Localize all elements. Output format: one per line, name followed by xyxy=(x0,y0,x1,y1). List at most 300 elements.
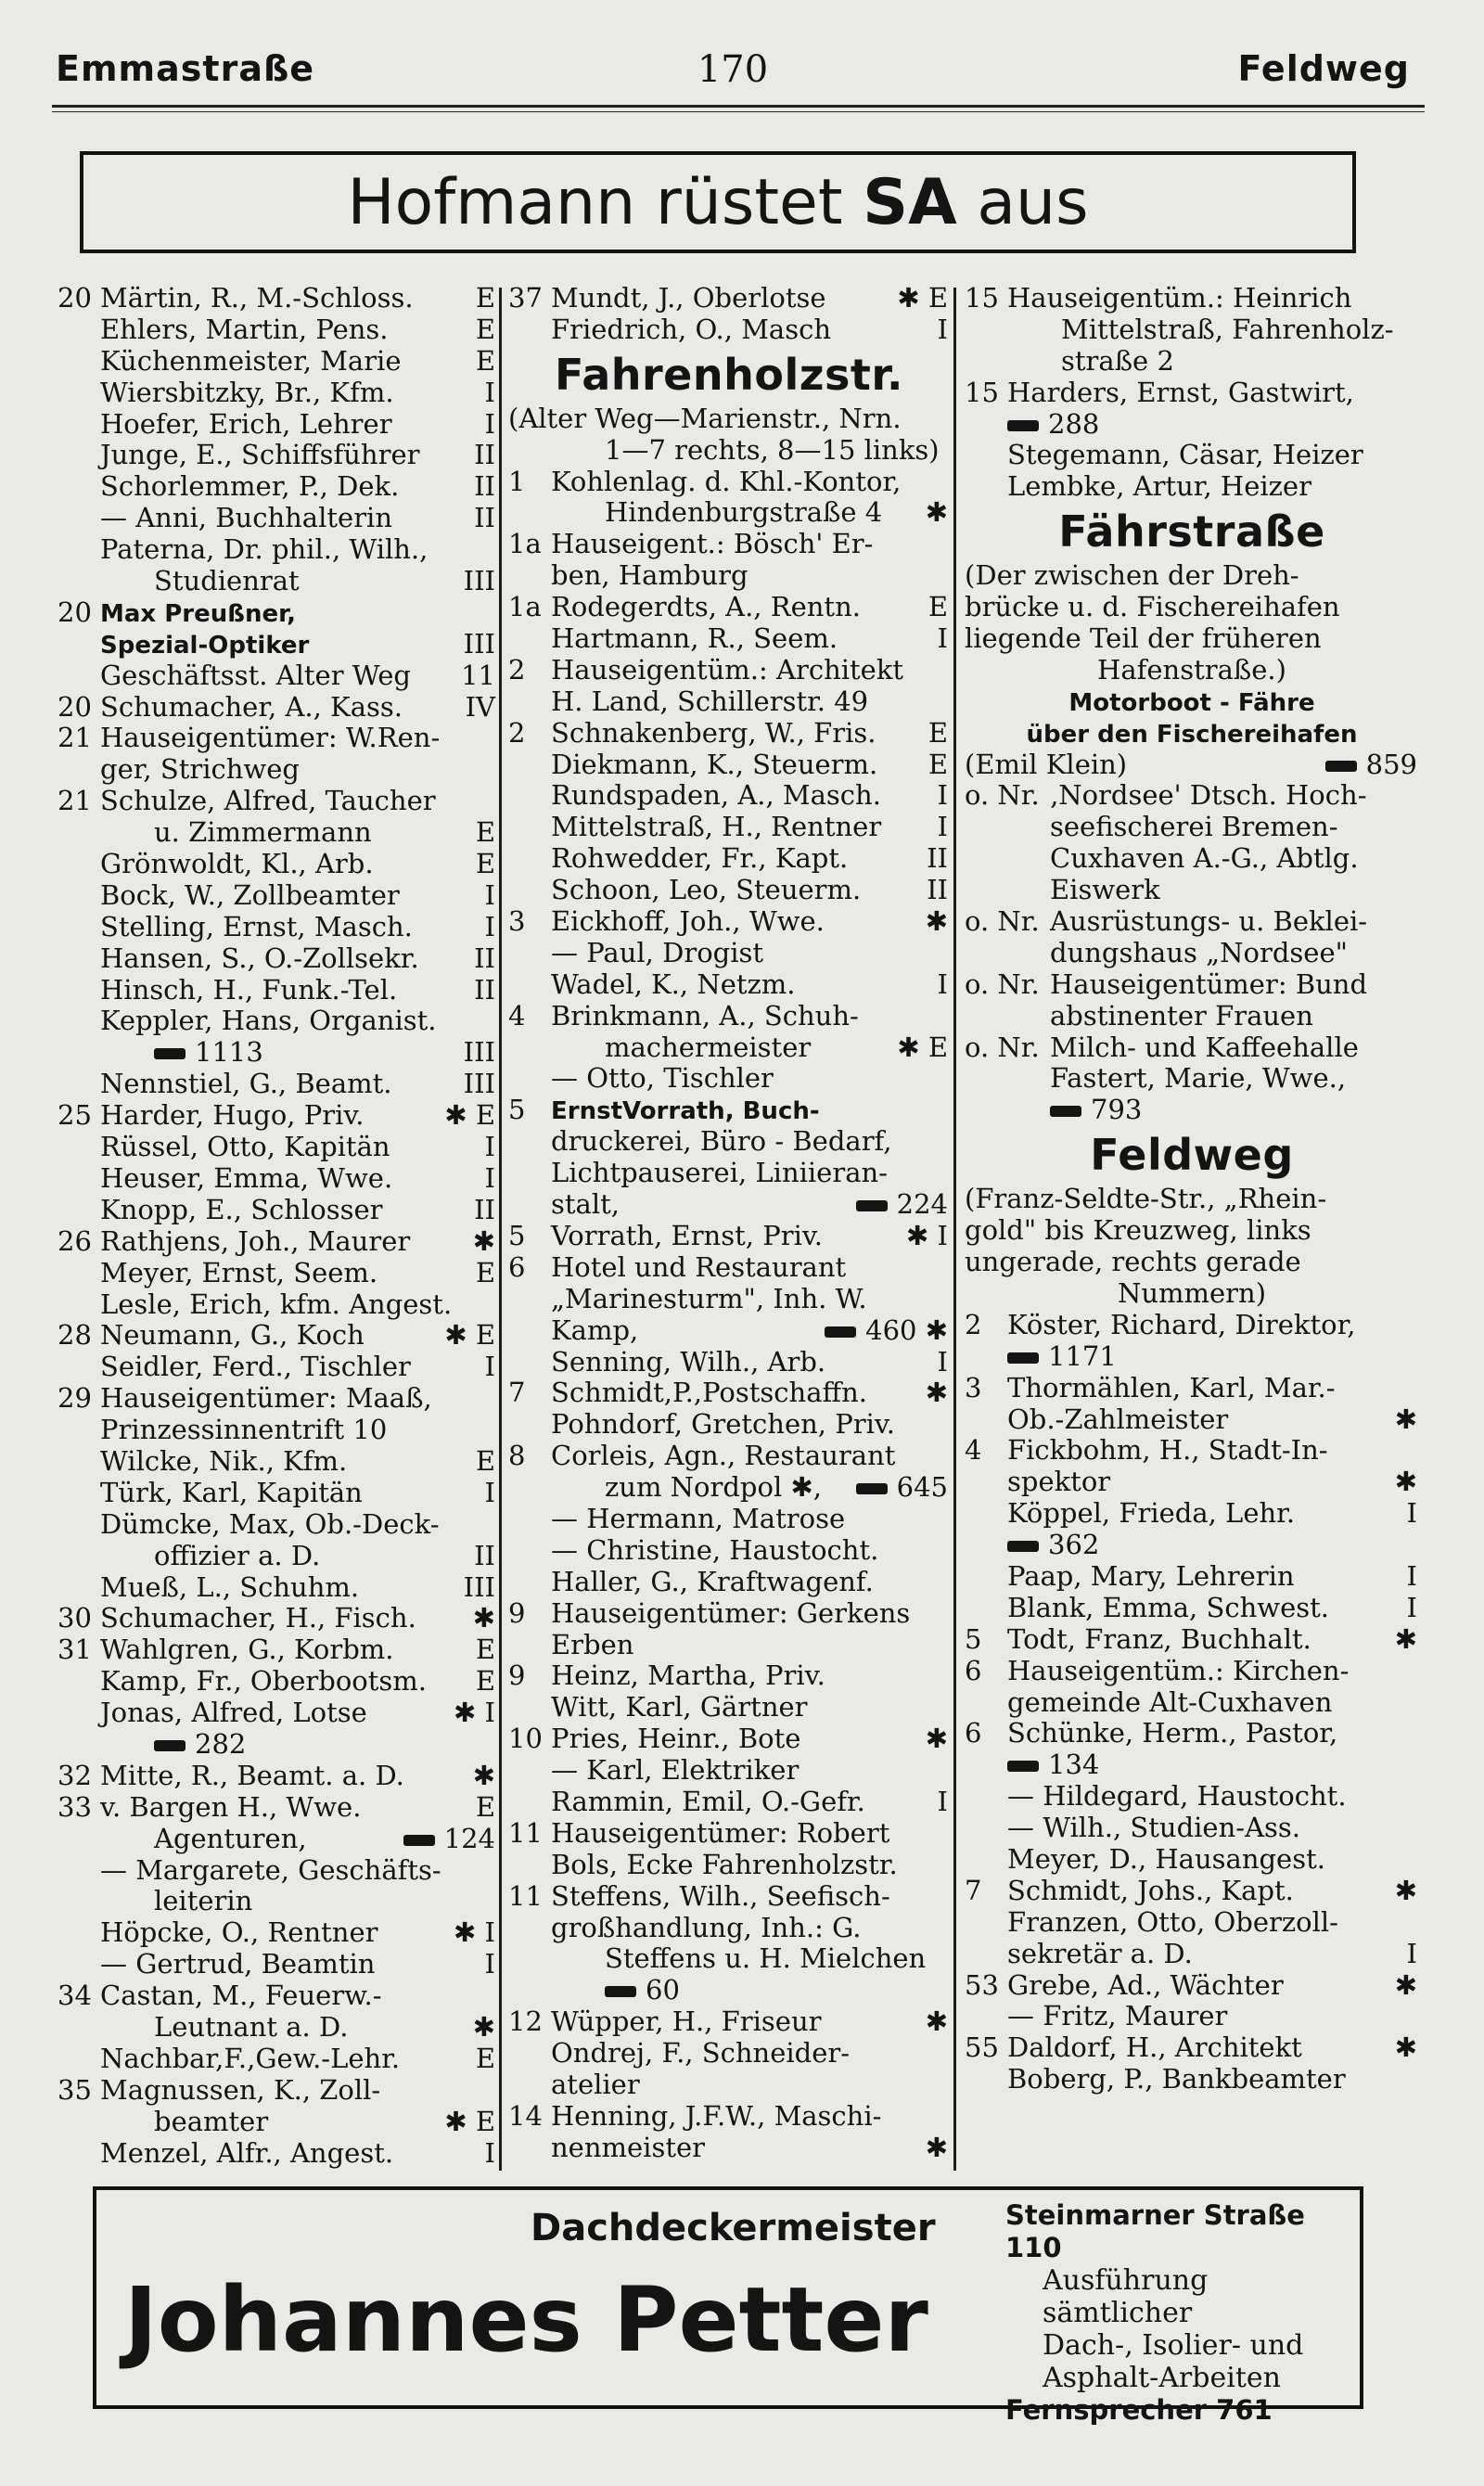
entry-text: Erben xyxy=(551,1629,634,1660)
column-divider-2 xyxy=(953,288,956,2171)
entry-text: Franzen, Otto, Oberzoll- xyxy=(1007,1906,1338,1938)
directory-entry xyxy=(58,817,497,849)
entry-text: Blank, Emma, Schwest. xyxy=(1007,1592,1329,1623)
suffix-text: III xyxy=(463,1037,495,1069)
directory-entry xyxy=(508,655,950,686)
suffix-text: ✱ I xyxy=(454,1698,495,1729)
directory-entry xyxy=(508,1787,950,1818)
directory-entry xyxy=(58,1226,497,1258)
directory-entry xyxy=(508,1598,950,1630)
directory-entry xyxy=(508,1378,950,1409)
entry-text: Lembke, Artur, Heizer xyxy=(1007,471,1311,503)
directory-entry xyxy=(508,1441,950,1472)
entry-suffix xyxy=(1407,1561,1417,1593)
directory-entry xyxy=(965,718,1419,750)
directory-entry xyxy=(508,1409,950,1441)
entry-text: Max Preußner, xyxy=(100,599,296,628)
directory-entry xyxy=(965,1687,1419,1719)
directory-entry xyxy=(965,1215,1419,1247)
entry-text: Harder, Hugo, Priv. xyxy=(100,1100,365,1132)
house-number: 31 xyxy=(58,1634,92,1666)
suffix-text: I xyxy=(937,1786,948,1817)
directory-entry xyxy=(965,1498,1419,1530)
suffix-text: 224 xyxy=(896,1189,948,1221)
telephone-icon xyxy=(403,1835,435,1846)
entry-suffix xyxy=(476,346,495,378)
directory-entry xyxy=(58,692,497,724)
entry-suffix xyxy=(473,1761,495,1792)
entry-text: Schorlemmer, P., Dek. xyxy=(100,471,400,503)
entry-suffix xyxy=(476,1792,495,1824)
directory-entry xyxy=(965,1310,1419,1341)
suffix-text: I xyxy=(937,968,948,1000)
house-number: 20 xyxy=(58,596,92,628)
directory-entry xyxy=(58,1698,497,1729)
entry-text: Bock, W., Zollbeamter xyxy=(100,879,400,911)
directory-entry xyxy=(508,623,950,655)
entry-suffix xyxy=(1395,2032,1417,2064)
entry-text: Daldorf, H., Architekt xyxy=(1007,2032,1302,2064)
entry-text: Fastert, Marie, Wwe., xyxy=(1050,1063,1347,1095)
column-2 xyxy=(508,283,950,2164)
entry-text: Hauseigentümer: Robert xyxy=(551,1817,890,1849)
directory-entry xyxy=(58,1855,497,1887)
house-number: 8 xyxy=(508,1441,526,1472)
house-number: 3 xyxy=(508,906,526,938)
entry-suffix xyxy=(403,1824,495,1855)
suffix-text: I xyxy=(484,377,495,408)
directory-entry xyxy=(58,2075,497,2107)
suffix-text: 460 ✱ xyxy=(865,1314,948,1346)
entry-text: Corleis, Agn., Restaurant xyxy=(551,1441,896,1472)
entry-suffix xyxy=(485,1163,495,1195)
house-number: o. Nr. xyxy=(965,906,1040,938)
entry-text: Nennstiel, G., Beamt. xyxy=(100,1069,392,1100)
suffix-text: I xyxy=(484,1132,495,1163)
entry-text: Mueß, L., Schuhm. xyxy=(100,1571,360,1603)
house-number: 15 xyxy=(965,283,999,314)
suffix-text: II xyxy=(474,942,495,974)
bottom-advertisement xyxy=(93,2186,1363,2426)
suffix-text: E xyxy=(928,592,948,623)
directory-entry xyxy=(508,750,950,781)
entry-text: Mitte, R., Beamt. a. D. xyxy=(100,1760,404,1791)
entry-text: Jonas, Alfred, Lotse xyxy=(100,1698,367,1729)
directory-entry xyxy=(965,1247,1419,1278)
entry-suffix xyxy=(473,1226,495,1258)
house-number: o. Nr. xyxy=(965,968,1040,1000)
directory-entry xyxy=(965,1939,1419,1970)
telephone-icon xyxy=(1007,1352,1039,1364)
directory-entry xyxy=(58,1603,497,1634)
directory-entry xyxy=(58,1069,497,1100)
telephone-icon xyxy=(1325,761,1357,772)
entry-suffix xyxy=(856,1472,948,1504)
directory-entry xyxy=(508,780,950,812)
directory-entry xyxy=(58,440,497,471)
house-number: 55 xyxy=(965,2032,999,2064)
suffix-text: E xyxy=(475,1791,495,1823)
entry-text: ‚Nordsee' Dtsch. Hoch- xyxy=(1050,780,1367,812)
entry-suffix xyxy=(476,817,495,849)
directory-entry xyxy=(58,880,497,912)
entry-text: Vorrath, Ernst, Priv. xyxy=(551,1220,824,1251)
house-number: 2 xyxy=(508,654,526,686)
entry-suffix xyxy=(926,1378,948,1409)
suffix-text: I xyxy=(937,780,948,812)
entry-suffix xyxy=(485,2138,495,2170)
suffix-text: ✱ xyxy=(925,906,948,938)
page-number: 170 xyxy=(697,48,769,91)
directory-entry xyxy=(965,1781,1419,1813)
house-number: 6 xyxy=(965,1655,982,1686)
directory-entry xyxy=(965,875,1419,906)
ad-company-name: Johannes Petter xyxy=(124,2268,928,2372)
entry-suffix xyxy=(1407,1498,1417,1530)
ad-details xyxy=(1005,2199,1358,2427)
entry-suffix xyxy=(938,1347,948,1378)
directory-entry xyxy=(58,1352,497,1383)
directory-entry xyxy=(508,2006,950,2038)
suffix-text: ✱ xyxy=(472,1760,495,1791)
directory-entry xyxy=(508,1850,950,1881)
suffix-text: ✱ xyxy=(1394,2032,1417,2064)
directory-entry xyxy=(965,1656,1419,1687)
entry-text: Hauseigentüm.: Heinrich xyxy=(1007,283,1352,314)
directory-entry xyxy=(58,346,497,378)
entry-text: Keppler, Hans, Organist. xyxy=(100,1006,437,1037)
telephone-icon xyxy=(856,1200,888,1211)
directory-entry xyxy=(965,623,1419,655)
directory-entry xyxy=(508,1755,950,1787)
directory-entry xyxy=(58,1666,497,1698)
suffix-text: II xyxy=(474,503,495,534)
house-number: 5 xyxy=(965,1623,982,1655)
directory-entry xyxy=(508,1001,950,1032)
entry-suffix xyxy=(825,1315,948,1347)
directory-entry xyxy=(508,1347,950,1378)
entry-text: Ehlers, Martin, Pens. xyxy=(100,314,389,345)
house-number: 1 xyxy=(508,466,526,497)
directory-entry xyxy=(508,1095,950,1126)
entry-suffix xyxy=(897,1032,948,1064)
directory-entry xyxy=(58,1824,497,1855)
suffix-text: I xyxy=(484,1949,495,1980)
directory-entry xyxy=(965,969,1419,1001)
telephone-icon xyxy=(1007,420,1039,431)
telephone-icon xyxy=(825,1326,856,1338)
house-number: 11 xyxy=(508,1880,543,1912)
top-advertisement xyxy=(80,151,1356,253)
entry-suffix xyxy=(928,718,948,750)
telephone-icon xyxy=(605,1986,636,1997)
entry-text: — Gertrud, Beamtin xyxy=(100,1949,376,1980)
ad-line-1: Ausführung sämtlicher xyxy=(1043,2264,1209,2329)
entry-suffix xyxy=(454,1698,495,1729)
entry-text: Grebe, Ad., Wächter xyxy=(1007,1969,1284,2001)
running-header xyxy=(56,48,1410,95)
entry-suffix xyxy=(938,812,948,843)
suffix-text: ✱ xyxy=(472,1603,495,1634)
house-number: 4 xyxy=(508,1000,526,1032)
house-number: 6 xyxy=(965,1718,982,1749)
entry-text: Pries, Heinr., Bote xyxy=(551,1724,801,1755)
entry-text: Neumann, G., Koch xyxy=(100,1320,365,1352)
directory-entry xyxy=(508,2038,950,2070)
directory-entry xyxy=(965,471,1419,503)
directory-entry xyxy=(508,1158,950,1189)
entry-text: Heuser, Emma, Wwe. xyxy=(100,1162,393,1194)
entry-text: Wiersbitzky, Br., Kfm. xyxy=(100,377,394,408)
entry-text: Wüpper, H., Friseur xyxy=(551,2006,822,2038)
directory-entry xyxy=(58,2138,497,2170)
suffix-text: II xyxy=(474,471,495,503)
entry-text: Köppel, Frieda, Lehr. xyxy=(1007,1498,1296,1530)
entry-text: Cuxhaven A.-G., Abtlg. xyxy=(1050,843,1359,875)
header-right-street: Feldweg xyxy=(1237,48,1410,89)
directory-entry xyxy=(508,1660,950,1692)
suffix-text: II xyxy=(474,1540,495,1571)
directory-entry xyxy=(58,471,497,503)
entry-suffix xyxy=(1407,1593,1417,1624)
column-divider-1 xyxy=(499,288,502,2171)
telephone-icon xyxy=(1007,1541,1039,1552)
entry-text: Hauseigentümer: W.Ren- xyxy=(100,723,441,754)
entry-text: Schmidt, Johs., Kapt. xyxy=(1007,1875,1294,1906)
entry-text: Friedrich, O., Masch xyxy=(551,314,831,345)
directory-entry xyxy=(508,1252,950,1284)
directory-entry xyxy=(965,560,1419,592)
directory-entry xyxy=(58,1509,497,1541)
entry-text: Schulze, Alfred, Taucher xyxy=(100,786,436,817)
directory-entry xyxy=(508,560,950,592)
suffix-text: 859 xyxy=(1365,749,1417,780)
entry-suffix xyxy=(473,1603,495,1634)
entry-suffix xyxy=(476,314,495,346)
entry-text: Hotel und Restaurant xyxy=(551,1251,847,1283)
telephone-icon xyxy=(154,1048,186,1059)
suffix-text: E xyxy=(475,283,495,314)
suffix-text: II xyxy=(927,843,948,875)
entry-text: Witt, Karl, Gärtner xyxy=(551,1692,808,1724)
entry-suffix xyxy=(476,283,495,314)
directory-entry xyxy=(965,1435,1419,1467)
ad-address: Steinmarner Straße 110 xyxy=(1005,2199,1305,2263)
suffix-text: E xyxy=(475,2043,495,2074)
suffix-text: E xyxy=(475,1257,495,1288)
suffix-text: E xyxy=(928,749,948,780)
entry-suffix xyxy=(938,969,948,1001)
directory-entry xyxy=(508,529,950,560)
directory-entry xyxy=(508,686,950,718)
entry-suffix xyxy=(485,409,495,441)
directory-entry xyxy=(965,1718,1419,1749)
entry-text: Hindenburgstraße 4 xyxy=(605,497,883,529)
directory-entry xyxy=(58,283,497,314)
column-3 xyxy=(965,283,1419,2095)
entry-suffix xyxy=(444,2107,495,2138)
directory-entry xyxy=(508,1692,950,1724)
entry-text: sekretär a. D. xyxy=(1007,1938,1193,1969)
suffix-text: ✱ I xyxy=(454,1917,495,1949)
directory-entry xyxy=(58,1289,497,1321)
suffix-text: ✱ E xyxy=(444,2106,495,2137)
entry-suffix xyxy=(476,1258,495,1289)
entry-text: 362 xyxy=(1048,1530,1100,1561)
street-heading: Fahrenholzstr. xyxy=(554,349,903,400)
directory-entry xyxy=(58,597,497,629)
entry-text: Höpcke, O., Rentner xyxy=(100,1917,378,1949)
entry-text: Meyer, D., Hausangest. xyxy=(1007,1843,1325,1875)
entry-text: Dümcke, Max, Ob.-Deck- xyxy=(100,1508,440,1540)
directory-entry xyxy=(965,1749,1419,1781)
entry-text: Mittelstraß, Fahrenholz- xyxy=(1061,314,1394,345)
directory-entry xyxy=(58,534,497,566)
directory-entry xyxy=(508,718,950,750)
entry-suffix xyxy=(926,1724,948,1755)
entry-text: Paterna, Dr. phil., Wilh., xyxy=(100,534,429,566)
house-number: 1a xyxy=(508,592,542,623)
directory-entry xyxy=(58,409,497,441)
entry-text: Kamp, Fr., Oberbootsm. xyxy=(100,1666,428,1698)
directory-entry xyxy=(58,2107,497,2138)
entry-text: Hoefer, Erich, Lehrer xyxy=(100,408,392,440)
directory-entry xyxy=(508,1472,950,1504)
entry-text: Rohwedder, Fr., Kapt. xyxy=(551,843,849,875)
entry-text: Geschäftsst. Alter Weg xyxy=(100,660,411,691)
entry-text: — Hermann, Matrose xyxy=(551,1503,846,1534)
directory-entry xyxy=(58,1037,497,1069)
directory-entry xyxy=(58,660,497,692)
entry-text: Wadel, K., Netzm. xyxy=(551,968,796,1000)
house-number: 32 xyxy=(58,1760,92,1791)
directory-entry xyxy=(58,1917,497,1949)
entry-suffix xyxy=(476,1666,495,1698)
entry-suffix xyxy=(454,1917,495,1949)
house-number: 34 xyxy=(58,1980,92,2012)
house-number: 11 xyxy=(508,1817,543,1849)
suffix-text: ✱ xyxy=(925,1724,948,1755)
suffix-text: ✱ xyxy=(925,2132,948,2163)
directory-entry xyxy=(58,1634,497,1666)
house-number: 21 xyxy=(58,786,92,817)
entry-text: Thormählen, Karl, Mar.- xyxy=(1007,1372,1336,1403)
house-number: 5 xyxy=(508,1220,526,1251)
directory-entry xyxy=(965,1373,1419,1404)
entry-suffix xyxy=(444,1320,495,1352)
entry-text: straße 2 xyxy=(1061,345,1174,377)
house-number: 2 xyxy=(508,717,526,749)
directory-entry xyxy=(965,1001,1419,1032)
directory-entry xyxy=(965,1095,1419,1126)
entry-suffix xyxy=(464,1069,495,1100)
directory-entry xyxy=(508,467,950,498)
entry-text: liegende Teil der früheren xyxy=(965,623,1322,655)
directory-entry xyxy=(965,1813,1419,1844)
directory-entry xyxy=(965,1844,1419,1876)
directory-entry xyxy=(965,1467,1419,1498)
directory-entry xyxy=(508,1913,950,1944)
entry-text: Spezial-Optiker xyxy=(100,631,310,660)
entry-text: seefischerei Bremen- xyxy=(1050,812,1338,843)
directory-entry xyxy=(965,1184,1419,1215)
suffix-text: I xyxy=(937,314,948,345)
entry-suffix xyxy=(938,780,948,812)
directory-entry xyxy=(58,503,497,534)
entry-text: Steffens u. H. Mielchen xyxy=(605,1943,927,1975)
entry-text: stalt, xyxy=(551,1189,620,1221)
entry-suffix xyxy=(926,2006,948,2038)
telephone-icon xyxy=(154,1740,186,1751)
entry-text: Harders, Ernst, Gastwirt, xyxy=(1007,377,1354,408)
entry-text: Hartmann, R., Seem. xyxy=(551,623,838,655)
entry-text: Schumacher, H., Fisch. xyxy=(100,1603,416,1634)
entry-text: Schumacher, A., Kass. xyxy=(100,691,403,723)
entry-text: — Otto, Tischler xyxy=(551,1063,774,1095)
directory-entry xyxy=(508,1818,950,1850)
suffix-text: E xyxy=(475,314,495,345)
suffix-text: E xyxy=(475,817,495,849)
suffix-text: III xyxy=(463,628,495,660)
house-number: 21 xyxy=(58,723,92,754)
house-number: 9 xyxy=(508,1597,526,1629)
entry-text: 288 xyxy=(1048,408,1100,440)
directory-entry xyxy=(58,1792,497,1824)
entry-text: (Der zwischen der Dreh- xyxy=(965,560,1299,592)
entry-suffix xyxy=(1395,1467,1417,1498)
entry-text: Rüssel, Otto, Kapitän xyxy=(100,1132,390,1163)
suffix-text: ✱ xyxy=(472,1225,495,1257)
entry-text: Milch- und Kaffeehalle xyxy=(1050,1032,1359,1063)
directory-entry xyxy=(965,346,1419,378)
directory-entry xyxy=(58,566,497,597)
entry-text: Paap, Mary, Lehrerin xyxy=(1007,1560,1295,1592)
entry-text: 1171 xyxy=(1048,1340,1117,1372)
entry-text: 282 xyxy=(195,1728,247,1760)
suffix-text: ✱ xyxy=(1394,1403,1417,1435)
directory-entry xyxy=(58,786,497,817)
directory-entry xyxy=(58,1383,497,1415)
entry-text: ungerade, rechts gerade xyxy=(965,1247,1301,1278)
suffix-text: 11 xyxy=(461,660,495,691)
entry-text: Eickhoff, Joh., Wwe. xyxy=(551,906,825,938)
entry-text: Hauseigentüm.: Architekt xyxy=(551,654,904,686)
suffix-text: E xyxy=(475,1445,495,1477)
directory-entry xyxy=(508,2101,950,2133)
entry-text: Schünke, Herm., Pastor, xyxy=(1007,1718,1338,1749)
entry-suffix xyxy=(485,1478,495,1509)
suffix-text: E xyxy=(928,717,948,749)
entry-text: über den Fischereihafen xyxy=(1026,720,1358,749)
entry-suffix xyxy=(444,1100,495,1132)
entry-suffix xyxy=(485,912,495,943)
entry-text: Menzel, Alfr., Angest. xyxy=(100,2137,394,2169)
entry-text: Rodegerdts, A., Rentn. xyxy=(551,592,861,623)
suffix-text: ✱ xyxy=(925,1378,948,1409)
suffix-text: I xyxy=(1406,1560,1417,1592)
directory-entry xyxy=(965,780,1419,812)
suffix-text: ✱ E xyxy=(897,283,948,314)
suffix-text: ✱ xyxy=(1394,1467,1417,1498)
directory-entry xyxy=(58,378,497,409)
directory-entry xyxy=(508,1315,950,1347)
entry-suffix xyxy=(1395,1624,1417,1656)
entry-text: Senning, Wilh., Arb. xyxy=(551,1346,826,1378)
house-number: 20 xyxy=(58,283,92,314)
suffix-text: III xyxy=(463,1571,495,1603)
entry-suffix xyxy=(1395,1876,1417,1907)
entry-text: Köster, Richard, Direktor, xyxy=(1007,1309,1356,1340)
